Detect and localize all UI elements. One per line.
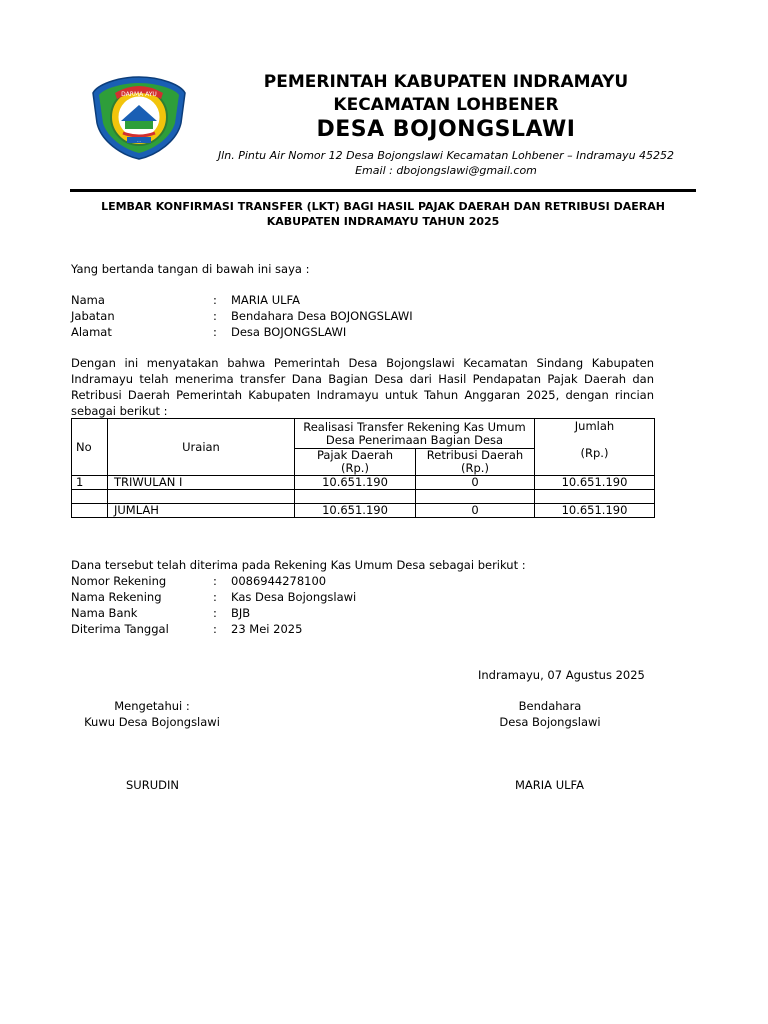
total-retribusi: 0 — [416, 504, 535, 518]
sign-right-title1: Bendahara — [518, 699, 582, 713]
sign-right-name: MARIA ULFA — [515, 778, 584, 792]
total-jumlah: 10.651.190 — [535, 504, 655, 518]
cell-jumlah: 10.651.190 — [535, 476, 655, 490]
sign-left-title2: Kuwu Desa Bojongslawi — [84, 715, 220, 729]
header-jumlah — [535, 419, 655, 476]
header-uraian: Uraian — [108, 419, 295, 476]
total-label: JUMLAH — [108, 504, 295, 518]
table-row — [72, 476, 655, 490]
signer-address-colon: : — [213, 325, 217, 339]
account-name-value: Kas Desa Bojongslawi — [231, 590, 357, 604]
received-date-value: 23 Mei 2025 — [231, 622, 303, 636]
account-number-label: Nomor Rekening — [71, 574, 167, 588]
total-pajak: 10.651.190 — [295, 504, 416, 518]
title-line-2: KABUPATEN INDRAMAYU TAHUN 2025 — [266, 215, 500, 228]
signer-name-colon: : — [213, 293, 217, 307]
letterhead-email: Email : dbojongslawi@gmail.com — [355, 164, 537, 177]
header-no: No — [72, 419, 108, 476]
total-no — [72, 504, 108, 518]
logo-motto-text: … — [136, 139, 142, 144]
table-row-empty — [72, 490, 655, 504]
header-retribusi-unit: (Rp.) — [461, 461, 489, 475]
intro-text: Yang bertanda tangan di bawah ini saya : — [71, 262, 310, 276]
received-intro: Dana tersebut telah diterima pada Rekening Kas Umum Desa sebagai berikut : — [71, 558, 526, 572]
account-number-value: 0086944278100 — [231, 574, 327, 588]
received-date-colon: : — [213, 622, 217, 636]
cell-pajak: 10.651.190 — [295, 476, 416, 490]
sign-left-block — [70, 698, 234, 730]
sign-left-name: SURUDIN — [126, 778, 179, 792]
header-jumlah-unit: (Rp.) — [580, 446, 609, 460]
account-number-colon: : — [213, 574, 217, 588]
sign-left-title1: Mengetahui : — [114, 699, 190, 713]
bank-name-value: BJB — [231, 606, 251, 620]
header-pajak-unit: (Rp.) — [341, 461, 369, 475]
signer-name-value: MARIA ULFA — [231, 293, 300, 307]
account-name-label: Nama Rekening — [71, 590, 162, 604]
bank-name-label: Nama Bank — [71, 606, 138, 620]
header-realisasi-line-2: Desa Penerimaan Bagian Desa — [325, 432, 504, 447]
header-retribusi — [416, 449, 535, 476]
letterhead-village: DESA BOJONGSLAWI — [316, 117, 576, 142]
received-date-label: Diterima Tanggal — [71, 622, 169, 636]
cell-retribusi: 0 — [416, 476, 535, 490]
table-total-row — [72, 504, 655, 518]
signer-position-value: Bendahara Desa BOJONGSLAWI — [231, 309, 413, 323]
title-line-1: LEMBAR KONFIRMASI TRANSFER (LKT) BAGI HASIL PAJAK DAERAH DAN RETRIBUSI DAERAH — [101, 200, 665, 213]
header-realisasi — [295, 419, 535, 449]
document-title — [70, 199, 696, 229]
signer-address-label: Alamat — [71, 325, 112, 339]
account-name-colon: : — [213, 590, 217, 604]
signer-position-label: Jabatan — [71, 309, 115, 323]
letterhead-district: KECAMATAN LOHBENER — [333, 95, 559, 115]
header-jumlah-label: Jumlah — [574, 419, 615, 433]
header-realisasi-line-1: Realisasi Transfer Rekening Kas Umum — [303, 419, 526, 434]
statement-paragraph: Dengan ini menyatakan bahwa Pemerintah Desa Bojongslawi Kecamatan Sindang Kabupaten Indramayu telah menerima transfer Dana Bagian Desa dari Hasil Pendapatan Pajak Daerah dan Retribusi Daerah Pemerintah Kabupaten Indramayu untuk Tahun Anggaran 2025, dengan rincian sebagai berikut : — [71, 356, 654, 418]
letterhead-regency: PEMERINTAH KABUPATEN INDRAMAYU — [263, 72, 629, 92]
letterhead-divider — [70, 189, 696, 192]
header-pajak-label: Pajak Daerah — [316, 448, 394, 462]
signer-name-label: Nama — [71, 293, 105, 307]
letterhead-address: Jln. Pintu Air Nomor 12 Desa Bojongslawi Kecamatan Lohbener – Indramayu 45252 — [217, 149, 675, 162]
regency-logo — [91, 75, 187, 161]
sign-right-block — [480, 698, 620, 730]
signer-position-colon: : — [213, 309, 217, 323]
cell-uraian: TRIWULAN I — [108, 476, 295, 490]
signer-address-value: Desa BOJONGSLAWI — [231, 325, 347, 339]
logo-ribbon-text: DARMA AYU — [121, 91, 157, 98]
header-retribusi-label: Retribusi Daerah — [426, 448, 524, 462]
bank-name-colon: : — [213, 606, 217, 620]
place-date: Indramayu, 07 Agustus 2025 — [478, 668, 645, 682]
header-pajak — [295, 449, 416, 476]
transfer-table — [71, 418, 655, 518]
sign-right-title2: Desa Bojongslawi — [499, 715, 601, 729]
cell-no: 1 — [72, 476, 108, 490]
